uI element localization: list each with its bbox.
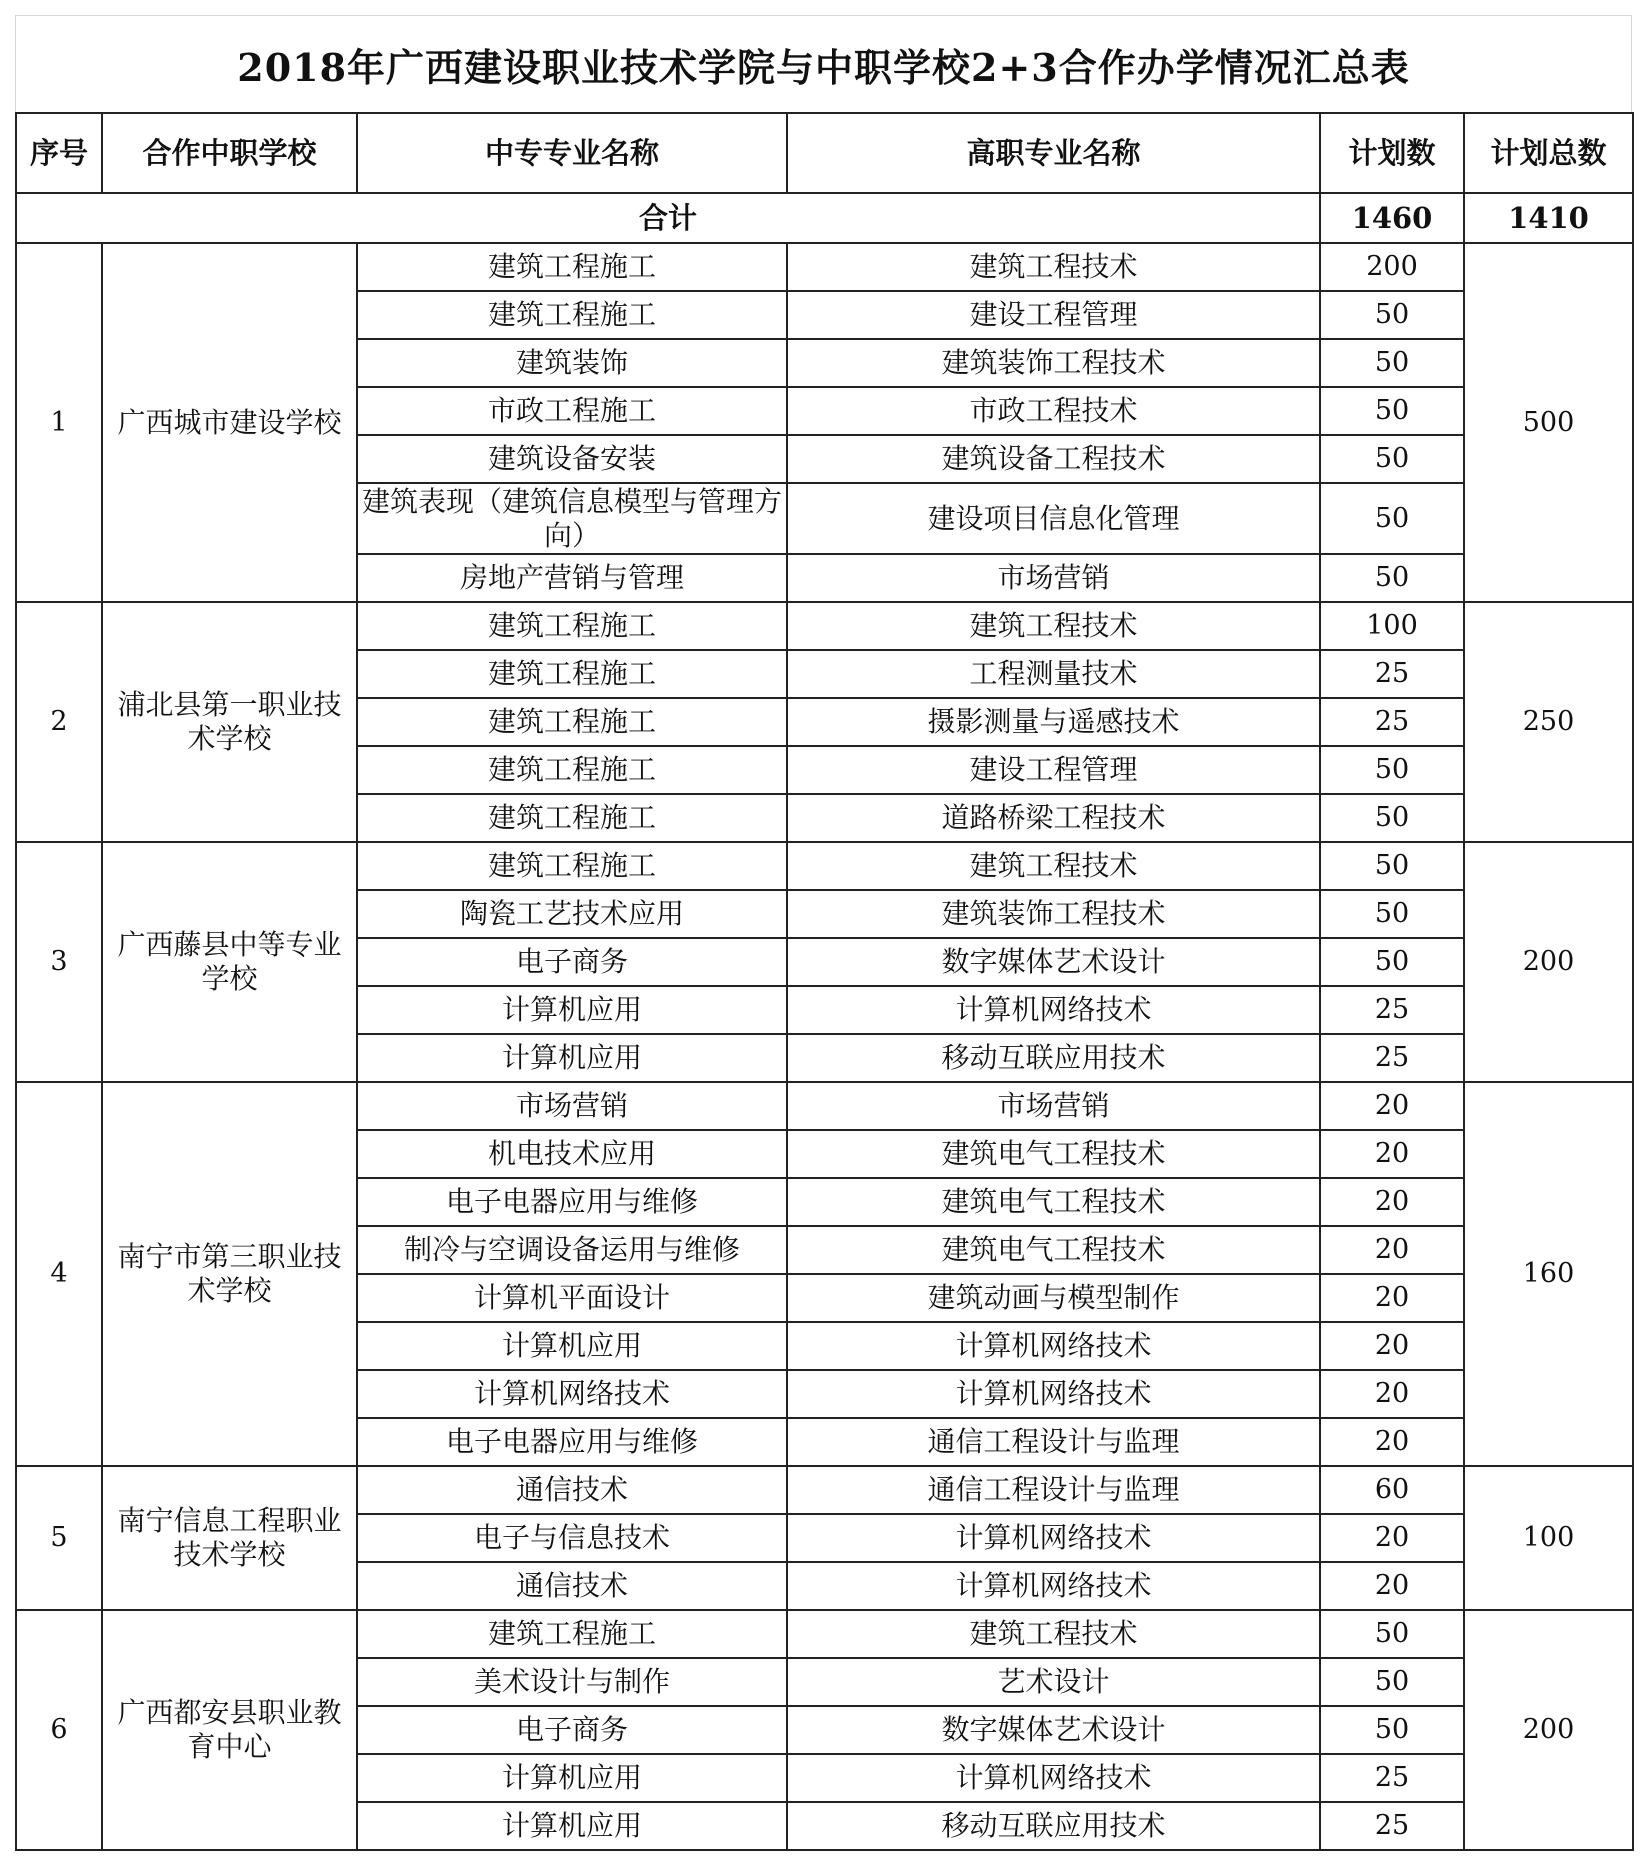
total-plan: 1460 <box>1320 193 1464 243</box>
plan-cell: 20 <box>1320 1274 1464 1322</box>
plan-cell: 50 <box>1320 794 1464 842</box>
title-box <box>15 15 1632 112</box>
higher-major-cell: 建设工程管理 <box>787 746 1320 794</box>
higher-major-cell: 通信工程设计与监理 <box>787 1418 1320 1466</box>
seq-cell: 4 <box>16 1082 102 1466</box>
table-row <box>16 1466 1633 1514</box>
plan-cell: 25 <box>1320 986 1464 1034</box>
seq-cell: 2 <box>16 602 102 842</box>
total-row <box>16 193 1633 243</box>
secondary-major-cell: 计算机平面设计 <box>357 1274 787 1322</box>
seq-cell: 5 <box>16 1466 102 1610</box>
secondary-major-cell: 计算机应用 <box>357 1322 787 1370</box>
plan-cell: 200 <box>1320 243 1464 291</box>
secondary-major-cell: 机电技术应用 <box>357 1130 787 1178</box>
secondary-major-cell: 建筑工程施工 <box>357 698 787 746</box>
header-school: 合作中职学校 <box>102 113 357 193</box>
plan-cell: 20 <box>1320 1226 1464 1274</box>
header-secondary-major: 中专专业名称 <box>357 113 787 193</box>
plan-cell: 50 <box>1320 291 1464 339</box>
plan-cell: 50 <box>1320 938 1464 986</box>
secondary-major-cell: 通信技术 <box>357 1466 787 1514</box>
secondary-major-cell: 电子电器应用与维修 <box>357 1178 787 1226</box>
school-cell: 南宁信息工程职业技术学校 <box>102 1466 357 1610</box>
higher-major-cell: 建设项目信息化管理 <box>787 483 1320 554</box>
plan-total-cell: 200 <box>1464 842 1633 1082</box>
header-seq: 序号 <box>16 113 102 193</box>
higher-major-cell: 建筑工程技术 <box>787 842 1320 890</box>
plan-cell: 60 <box>1320 1466 1464 1514</box>
plan-cell: 20 <box>1320 1082 1464 1130</box>
plan-cell: 20 <box>1320 1514 1464 1562</box>
secondary-major-cell: 建筑工程施工 <box>357 602 787 650</box>
plan-cell: 100 <box>1320 602 1464 650</box>
higher-major-cell: 道路桥梁工程技术 <box>787 794 1320 842</box>
header-row <box>16 113 1633 193</box>
secondary-major-cell: 建筑装饰 <box>357 339 787 387</box>
school-cell: 南宁市第三职业技术学校 <box>102 1082 357 1466</box>
secondary-major-cell: 美术设计与制作 <box>357 1658 787 1706</box>
plan-cell: 25 <box>1320 1034 1464 1082</box>
table-row <box>16 602 1633 650</box>
secondary-major-cell: 计算机应用 <box>357 1754 787 1802</box>
higher-major-cell: 建筑动画与模型制作 <box>787 1274 1320 1322</box>
plan-cell: 20 <box>1320 1370 1464 1418</box>
plan-cell: 50 <box>1320 554 1464 602</box>
plan-cell: 20 <box>1320 1322 1464 1370</box>
secondary-major-cell: 市政工程施工 <box>357 387 787 435</box>
secondary-major-cell: 建筑表现（建筑信息模型与管理方向） <box>357 483 787 554</box>
higher-major-cell: 计算机网络技术 <box>787 1562 1320 1610</box>
higher-major-cell: 数字媒体艺术设计 <box>787 938 1320 986</box>
higher-major-cell: 摄影测量与遥感技术 <box>787 698 1320 746</box>
higher-major-cell: 市场营销 <box>787 1082 1320 1130</box>
plan-cell: 25 <box>1320 1802 1464 1850</box>
plan-cell: 50 <box>1320 435 1464 483</box>
secondary-major-cell: 房地产营销与管理 <box>357 554 787 602</box>
school-cell: 广西城市建设学校 <box>102 243 357 602</box>
higher-major-cell: 通信工程设计与监理 <box>787 1466 1320 1514</box>
secondary-major-cell: 电子与信息技术 <box>357 1514 787 1562</box>
secondary-major-cell: 计算机网络技术 <box>357 1370 787 1418</box>
higher-major-cell: 艺术设计 <box>787 1658 1320 1706</box>
plan-cell: 25 <box>1320 1754 1464 1802</box>
table-row <box>16 842 1633 890</box>
plan-cell: 20 <box>1320 1562 1464 1610</box>
secondary-major-cell: 计算机应用 <box>357 1802 787 1850</box>
plan-total-cell: 500 <box>1464 243 1633 602</box>
plan-cell: 50 <box>1320 746 1464 794</box>
plan-total-cell: 160 <box>1464 1082 1633 1466</box>
higher-major-cell: 建设工程管理 <box>787 291 1320 339</box>
secondary-major-cell: 建筑设备安装 <box>357 435 787 483</box>
higher-major-cell: 建筑工程技术 <box>787 243 1320 291</box>
plan-cell: 25 <box>1320 650 1464 698</box>
plan-cell: 20 <box>1320 1130 1464 1178</box>
higher-major-cell: 建筑装饰工程技术 <box>787 890 1320 938</box>
table-row <box>16 1082 1633 1130</box>
secondary-major-cell: 建筑工程施工 <box>357 842 787 890</box>
plan-cell: 20 <box>1320 1178 1464 1226</box>
secondary-major-cell: 建筑工程施工 <box>357 650 787 698</box>
table-title: 2018年广西建设职业技术学院与中职学校2+3合作办学情况汇总表 <box>237 44 1410 90</box>
seq-cell: 6 <box>16 1610 102 1850</box>
seq-cell: 3 <box>16 842 102 1082</box>
secondary-major-cell: 陶瓷工艺技术应用 <box>357 890 787 938</box>
plan-cell: 50 <box>1320 339 1464 387</box>
header-plan-total: 计划总数 <box>1464 113 1633 193</box>
plan-cell: 50 <box>1320 483 1464 554</box>
higher-major-cell: 建筑工程技术 <box>787 1610 1320 1658</box>
secondary-major-cell: 计算机应用 <box>357 986 787 1034</box>
higher-major-cell: 建筑装饰工程技术 <box>787 339 1320 387</box>
plan-cell: 50 <box>1320 890 1464 938</box>
higher-major-cell: 计算机网络技术 <box>787 1754 1320 1802</box>
higher-major-cell: 建筑电气工程技术 <box>787 1226 1320 1274</box>
total-plan-total: 1410 <box>1464 193 1633 243</box>
plan-cell: 50 <box>1320 1706 1464 1754</box>
table-body <box>16 193 1633 1850</box>
higher-major-cell: 移动互联应用技术 <box>787 1802 1320 1850</box>
higher-major-cell: 工程测量技术 <box>787 650 1320 698</box>
seq-cell: 1 <box>16 243 102 602</box>
secondary-major-cell: 计算机应用 <box>357 1034 787 1082</box>
secondary-major-cell: 制冷与空调设备运用与维修 <box>357 1226 787 1274</box>
plan-cell: 50 <box>1320 842 1464 890</box>
higher-major-cell: 计算机网络技术 <box>787 1514 1320 1562</box>
plan-total-cell: 250 <box>1464 602 1633 842</box>
total-label: 合计 <box>16 193 1320 243</box>
secondary-major-cell: 建筑工程施工 <box>357 746 787 794</box>
higher-major-cell: 建筑电气工程技术 <box>787 1130 1320 1178</box>
summary-sheet <box>15 15 1632 1850</box>
higher-major-cell: 移动互联应用技术 <box>787 1034 1320 1082</box>
table-row <box>16 1610 1633 1658</box>
higher-major-cell: 计算机网络技术 <box>787 1322 1320 1370</box>
higher-major-cell: 建筑工程技术 <box>787 602 1320 650</box>
higher-major-cell: 建筑电气工程技术 <box>787 1178 1320 1226</box>
higher-major-cell: 建筑设备工程技术 <box>787 435 1320 483</box>
header-plan: 计划数 <box>1320 113 1464 193</box>
plan-cell: 50 <box>1320 387 1464 435</box>
higher-major-cell: 市政工程技术 <box>787 387 1320 435</box>
plan-cell: 50 <box>1320 1610 1464 1658</box>
secondary-major-cell: 建筑工程施工 <box>357 291 787 339</box>
higher-major-cell: 计算机网络技术 <box>787 1370 1320 1418</box>
header-higher-major: 高职专业名称 <box>787 113 1320 193</box>
secondary-major-cell: 建筑工程施工 <box>357 243 787 291</box>
plan-total-cell: 100 <box>1464 1466 1633 1610</box>
table-row <box>16 243 1633 291</box>
secondary-major-cell: 通信技术 <box>357 1562 787 1610</box>
cooperation-table <box>15 112 1634 1851</box>
secondary-major-cell: 电子电器应用与维修 <box>357 1418 787 1466</box>
school-cell: 广西藤县中等专业学校 <box>102 842 357 1082</box>
plan-cell: 25 <box>1320 698 1464 746</box>
plan-cell: 20 <box>1320 1418 1464 1466</box>
secondary-major-cell: 建筑工程施工 <box>357 794 787 842</box>
secondary-major-cell: 建筑工程施工 <box>357 1610 787 1658</box>
school-cell: 广西都安县职业教育中心 <box>102 1610 357 1850</box>
higher-major-cell: 数字媒体艺术设计 <box>787 1706 1320 1754</box>
plan-total-cell: 200 <box>1464 1610 1633 1850</box>
school-cell: 浦北县第一职业技术学校 <box>102 602 357 842</box>
plan-cell: 50 <box>1320 1658 1464 1706</box>
higher-major-cell: 市场营销 <box>787 554 1320 602</box>
secondary-major-cell: 电子商务 <box>357 938 787 986</box>
secondary-major-cell: 市场营销 <box>357 1082 787 1130</box>
higher-major-cell: 计算机网络技术 <box>787 986 1320 1034</box>
secondary-major-cell: 电子商务 <box>357 1706 787 1754</box>
